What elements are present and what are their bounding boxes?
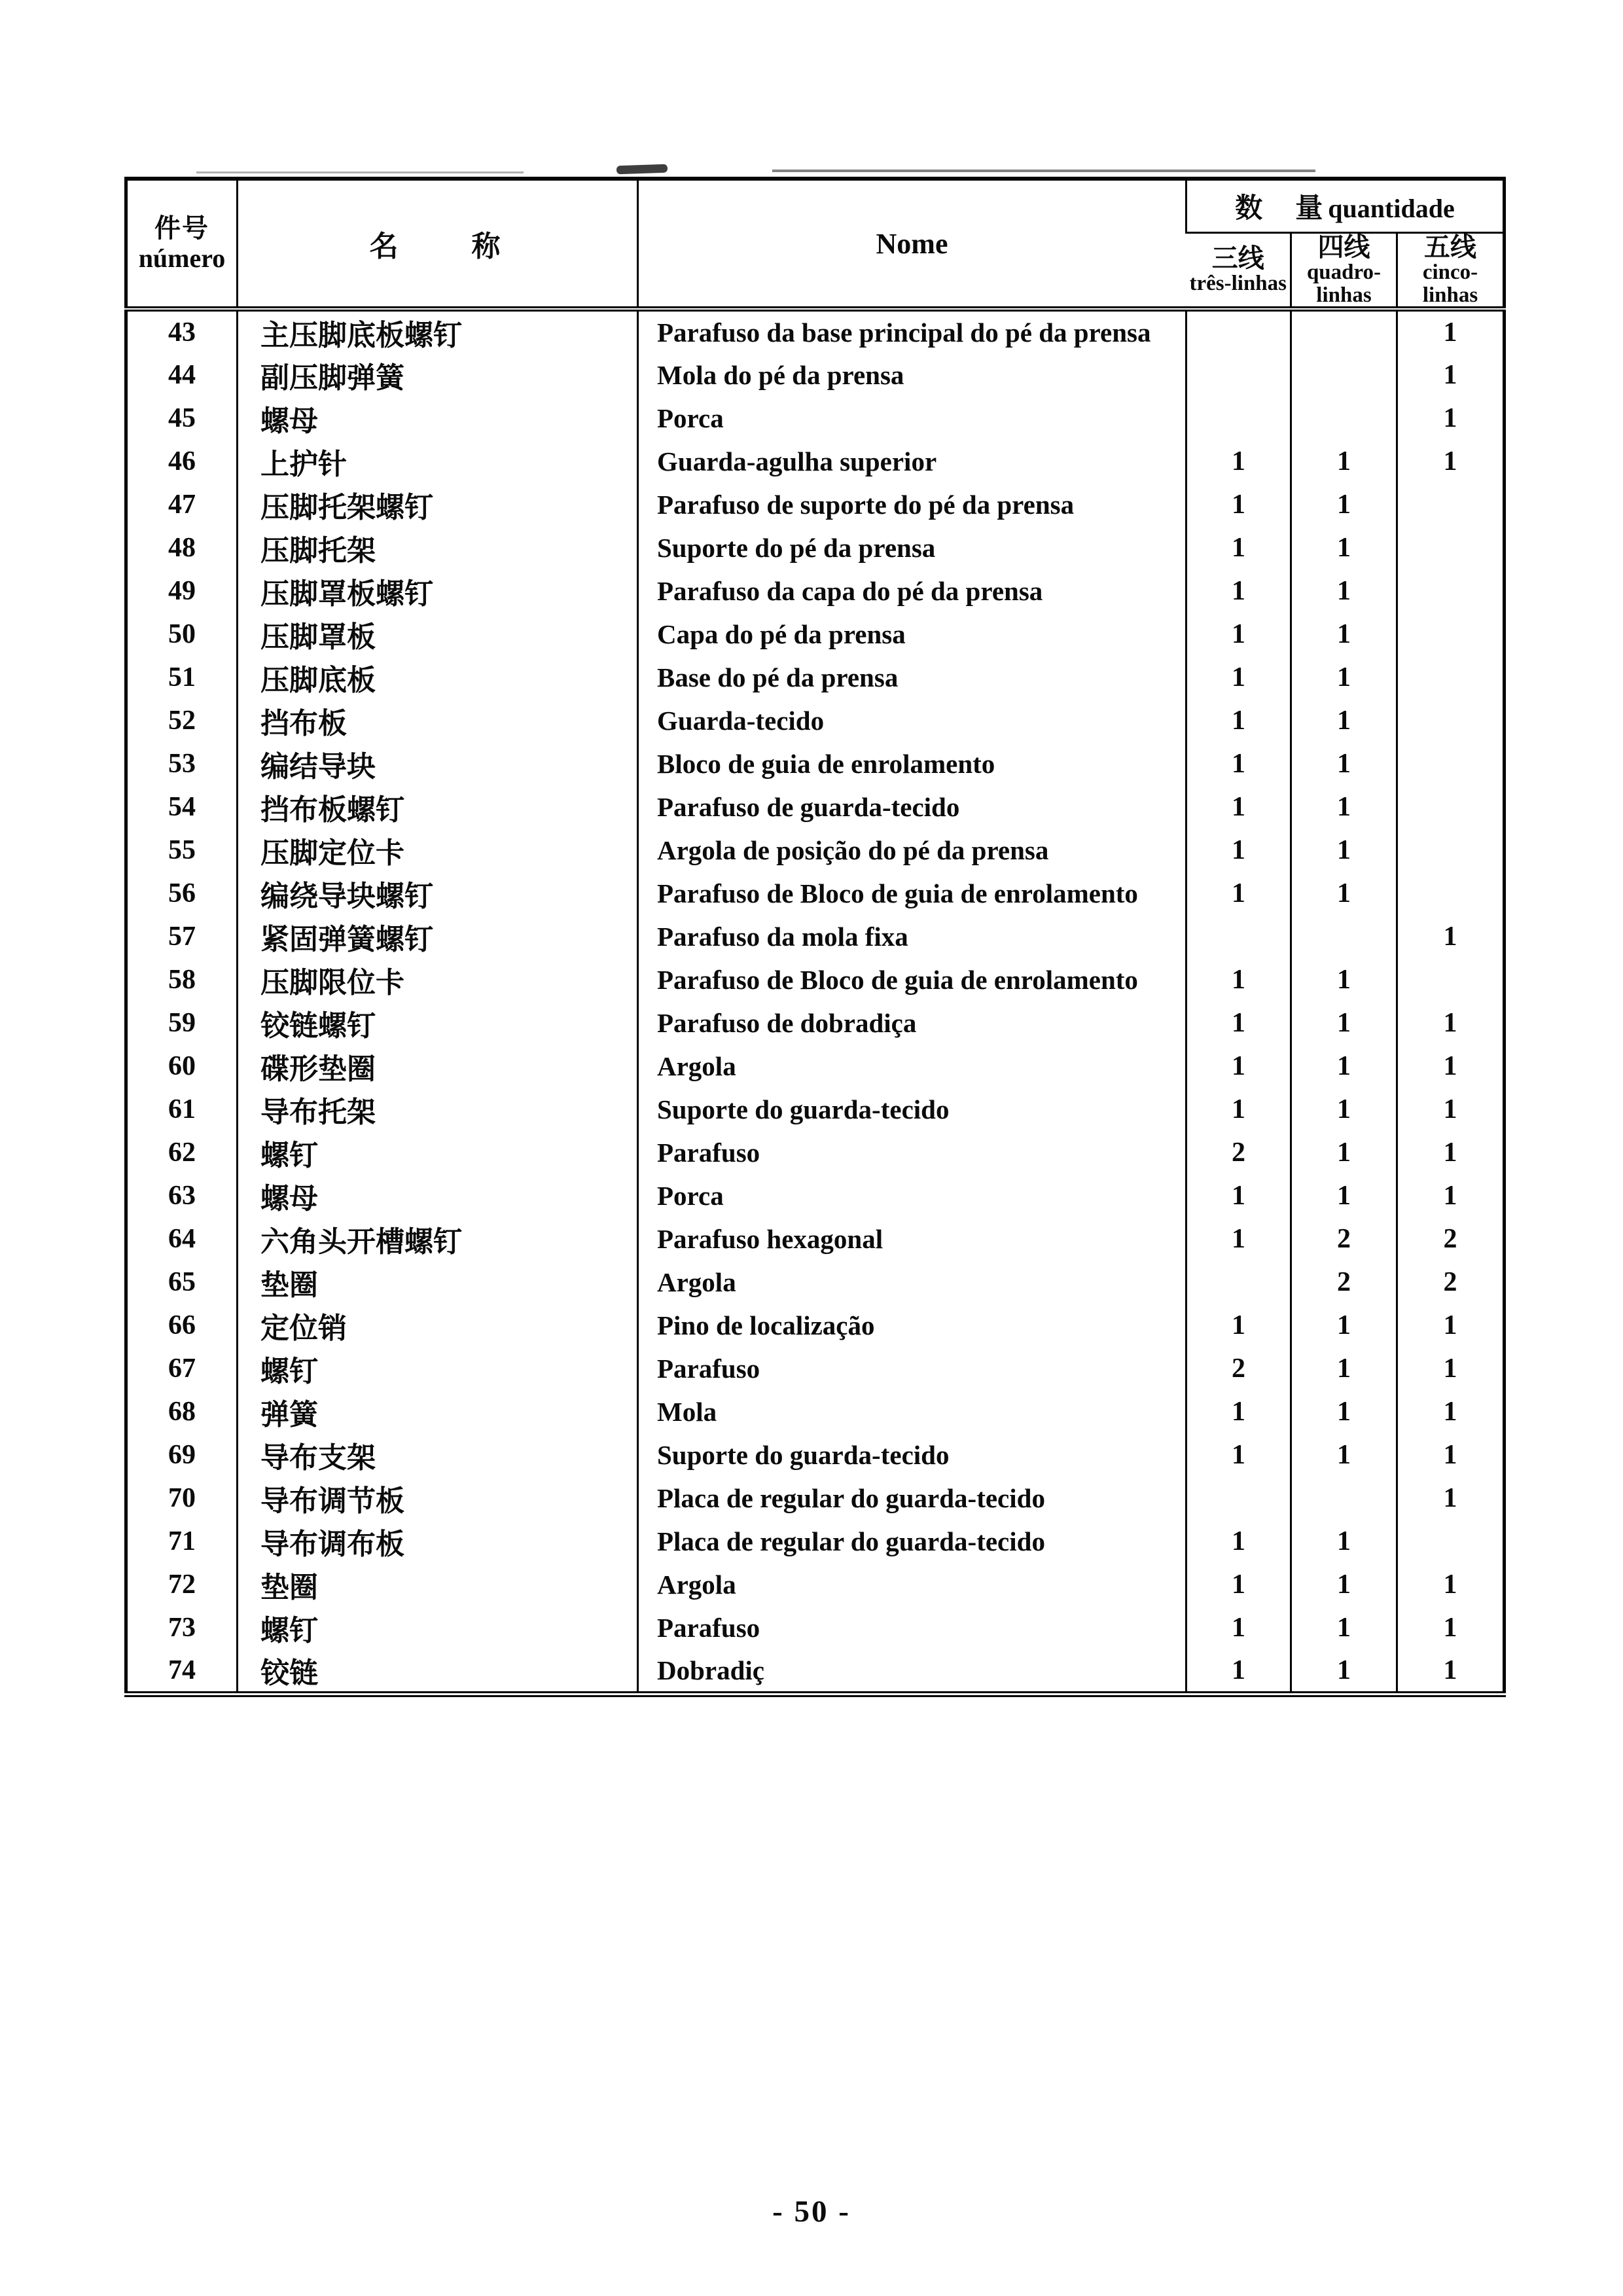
part-name-zh-cell: 导布托架 <box>238 1088 638 1131</box>
qty-cinco-cell: 1 <box>1397 309 1505 353</box>
part-number-cell: 46 <box>168 446 196 477</box>
qty-cinco-cell: 2 <box>1397 1217 1505 1261</box>
table-row <box>126 1088 1505 1131</box>
qty-cinco-cell: 1 <box>1397 1174 1505 1217</box>
qty-cinco-cell: 1 <box>1397 1001 1505 1045</box>
qty-tres-cell: 1 <box>1186 1520 1291 1563</box>
qty-tres-cell: 1 <box>1186 1001 1291 1045</box>
qty-tres-cell: 1 <box>1186 699 1291 742</box>
table-row <box>126 1174 1505 1217</box>
table-row <box>126 1563 1505 1606</box>
qty-quadro-cell: 1 <box>1291 699 1397 742</box>
qty-tres-cell <box>1186 1477 1291 1520</box>
qty-cinco-cell <box>1397 699 1505 742</box>
header-cinco-linhas <box>1397 233 1505 310</box>
table-row <box>126 309 1505 353</box>
table-row <box>126 656 1505 699</box>
qty-tres-cell: 1 <box>1186 1390 1291 1433</box>
part-name-zh-cell: 压脚罩板 <box>238 613 638 656</box>
part-number-cell: 72 <box>168 1570 196 1600</box>
table-row <box>126 1261 1505 1304</box>
qty-tres-cell: 1 <box>1186 829 1291 872</box>
table-row <box>126 1001 1505 1045</box>
part-nome-cell: Placa de regular do guarda-tecido <box>638 1477 1186 1520</box>
header-cinco-pt: cinco-linhas <box>1422 260 1478 307</box>
part-nome-cell: Suporte do pé da prensa <box>638 526 1186 569</box>
part-name-zh-cell: 螺母 <box>238 1174 638 1217</box>
qty-tres-cell: 2 <box>1186 1131 1291 1174</box>
qty-quadro-cell: 1 <box>1291 958 1397 1001</box>
qty-cinco-cell <box>1397 785 1505 829</box>
part-nome-cell: Pino de localização <box>638 1304 1186 1347</box>
qty-cinco-cell <box>1397 829 1505 872</box>
table-row <box>126 613 1505 656</box>
qty-cinco-cell: 1 <box>1397 1563 1505 1606</box>
table-row <box>126 1304 1505 1347</box>
qty-tres-cell: 1 <box>1186 440 1291 483</box>
part-number-cell: 62 <box>168 1138 196 1168</box>
part-nome-cell: Porca <box>638 397 1186 440</box>
part-number-cell: 63 <box>168 1181 196 1211</box>
header-quadro-zh: 四线 <box>1317 232 1370 262</box>
part-name-zh-cell: 导布调节板 <box>238 1477 638 1520</box>
qty-quadro-cell: 1 <box>1291 1174 1397 1217</box>
part-nome-cell: Suporte do guarda-tecido <box>638 1433 1186 1477</box>
part-number-cell: 48 <box>168 533 196 564</box>
part-name-zh-cell: 压脚罩板螺钉 <box>238 569 638 613</box>
part-nome-cell: Bloco de guia de enrolamento <box>638 742 1186 785</box>
header-numero-pt: número <box>138 243 226 274</box>
qty-quadro-cell: 1 <box>1291 1088 1397 1131</box>
qty-cinco-cell: 1 <box>1397 1649 1505 1695</box>
qty-quadro-cell: 1 <box>1291 1390 1397 1433</box>
table-row <box>126 1649 1505 1695</box>
part-number-cell: 45 <box>168 403 196 434</box>
qty-tres-cell: 1 <box>1186 958 1291 1001</box>
part-number-cell: 71 <box>168 1526 196 1557</box>
qty-tres-cell: 1 <box>1186 872 1291 915</box>
part-nome-cell: Capa do pé da prensa <box>638 613 1186 656</box>
qty-cinco-cell: 1 <box>1397 1131 1505 1174</box>
part-nome-cell: Guarda-agulha superior <box>638 440 1186 483</box>
part-name-zh-cell: 挡布板螺钉 <box>238 785 638 829</box>
qty-quadro-cell: 1 <box>1291 483 1397 526</box>
part-name-zh-cell: 压脚托架 <box>238 526 638 569</box>
part-number-cell: 69 <box>168 1440 196 1471</box>
header-nome <box>638 179 1186 309</box>
part-number-cell: 43 <box>168 317 196 348</box>
part-number-cell: 57 <box>168 922 196 952</box>
part-nome-cell: Placa de regular do guarda-tecido <box>638 1520 1186 1563</box>
part-nome-cell: Dobradiç <box>638 1649 1186 1695</box>
part-name-zh-cell: 弹簧 <box>238 1390 638 1433</box>
qty-quadro-cell: 1 <box>1291 1001 1397 1045</box>
table-row <box>126 1520 1505 1563</box>
part-name-zh-cell: 上护针 <box>238 440 638 483</box>
part-name-zh-cell: 铰链螺钉 <box>238 1001 638 1045</box>
part-name-zh-cell: 螺母 <box>238 397 638 440</box>
part-name-zh-cell: 垫圈 <box>238 1261 638 1304</box>
qty-tres-cell: 1 <box>1186 613 1291 656</box>
qty-tres-cell: 1 <box>1186 742 1291 785</box>
qty-cinco-cell: 1 <box>1397 1304 1505 1347</box>
part-number-cell: 61 <box>168 1094 196 1125</box>
part-nome-cell: Parafuso da mola fixa <box>638 915 1186 958</box>
part-nome-cell: Parafuso de guarda-tecido <box>638 785 1186 829</box>
part-number-cell: 55 <box>168 835 196 866</box>
qty-quadro-cell <box>1291 1477 1397 1520</box>
qty-tres-cell: 1 <box>1186 656 1291 699</box>
qty-cinco-cell: 1 <box>1397 1477 1505 1520</box>
part-name-zh-cell: 垫圈 <box>238 1563 638 1606</box>
part-name-zh-cell: 六角头开槽螺钉 <box>238 1217 638 1261</box>
qty-cinco-cell: 1 <box>1397 1606 1505 1649</box>
qty-tres-cell <box>1186 1261 1291 1304</box>
qty-tres-cell <box>1186 309 1291 353</box>
qty-quadro-cell <box>1291 309 1397 353</box>
part-nome-cell: Suporte do guarda-tecido <box>638 1088 1186 1131</box>
qty-quadro-cell: 1 <box>1291 1606 1397 1649</box>
part-name-zh-cell: 编绕导块螺钉 <box>238 872 638 915</box>
qty-quadro-cell: 1 <box>1291 1347 1397 1390</box>
qty-cinco-cell: 1 <box>1397 1045 1505 1088</box>
qty-tres-cell: 1 <box>1186 1217 1291 1261</box>
qty-quadro-cell: 1 <box>1291 1520 1397 1563</box>
header-numero-zh: 件号 <box>154 213 209 243</box>
table-row <box>126 872 1505 915</box>
qty-tres-cell <box>1186 397 1291 440</box>
qty-quadro-cell: 1 <box>1291 613 1397 656</box>
part-nome-cell: Parafuso da base principal do pé da prensa <box>638 309 1186 353</box>
part-number-cell: 51 <box>168 662 196 693</box>
qty-quadro-cell <box>1291 353 1397 397</box>
part-name-zh-cell: 挡布板 <box>238 699 638 742</box>
table-row <box>126 1217 1505 1261</box>
part-nome-cell: Argola <box>638 1563 1186 1606</box>
qty-quadro-cell: 1 <box>1291 1649 1397 1695</box>
part-number-cell: 44 <box>168 360 196 391</box>
part-name-zh-cell: 主压脚底板螺钉 <box>238 309 638 353</box>
part-number-cell: 65 <box>168 1267 196 1298</box>
table-row <box>126 1045 1505 1088</box>
part-name-zh-cell: 定位销 <box>238 1304 638 1347</box>
qty-quadro-cell: 1 <box>1291 872 1397 915</box>
part-name-zh-cell: 紧固弹簧螺钉 <box>238 915 638 958</box>
page-number: - 50 - <box>772 2195 851 2229</box>
part-number-cell: 49 <box>168 576 196 607</box>
qty-quadro-cell: 1 <box>1291 526 1397 569</box>
qty-quadro-cell: 1 <box>1291 1433 1397 1477</box>
qty-quadro-cell: 1 <box>1291 1131 1397 1174</box>
qty-tres-cell: 1 <box>1186 526 1291 569</box>
header-name-zh <box>238 179 638 309</box>
qty-tres-cell <box>1186 353 1291 397</box>
table-row <box>126 699 1505 742</box>
part-name-zh-cell: 副压脚弹簧 <box>238 353 638 397</box>
qty-tres-cell: 1 <box>1186 1563 1291 1606</box>
qty-cinco-cell: 1 <box>1397 397 1505 440</box>
qty-tres-cell: 1 <box>1186 1045 1291 1088</box>
qty-cinco-cell: 2 <box>1397 1261 1505 1304</box>
header-tres-linhas <box>1186 233 1291 310</box>
qty-quadro-cell: 1 <box>1291 1304 1397 1347</box>
table-row <box>126 353 1505 397</box>
qty-tres-cell: 1 <box>1186 1649 1291 1695</box>
table-row <box>126 1131 1505 1174</box>
qty-cinco-cell <box>1397 1520 1505 1563</box>
part-name-zh-cell: 压脚定位卡 <box>238 829 638 872</box>
table-row <box>126 1390 1505 1433</box>
qty-tres-cell: 2 <box>1186 1347 1291 1390</box>
table-row <box>126 569 1505 613</box>
qty-cinco-cell <box>1397 742 1505 785</box>
qty-tres-cell: 1 <box>1186 1433 1291 1477</box>
table-row <box>126 958 1505 1001</box>
part-nome-cell: Argola de posição do pé da prensa <box>638 829 1186 872</box>
part-name-zh-cell: 导布调布板 <box>238 1520 638 1563</box>
part-name-zh-cell: 铰链 <box>238 1649 638 1695</box>
qty-quadro-cell: 2 <box>1291 1217 1397 1261</box>
header-quantidade-zh: 数 量 <box>1235 194 1326 224</box>
table-body <box>126 309 1505 1695</box>
qty-cinco-cell <box>1397 483 1505 526</box>
qty-tres-cell: 1 <box>1186 1088 1291 1131</box>
table-row <box>126 1433 1505 1477</box>
part-number-cell: 56 <box>168 878 196 909</box>
part-nome-cell: Parafuso de dobradiça <box>638 1001 1186 1045</box>
qty-quadro-cell: 1 <box>1291 569 1397 613</box>
qty-tres-cell: 1 <box>1186 483 1291 526</box>
table-row <box>126 483 1505 526</box>
part-number-cell: 52 <box>168 706 196 736</box>
qty-quadro-cell: 1 <box>1291 656 1397 699</box>
part-nome-cell: Argola <box>638 1045 1186 1088</box>
part-nome-cell: Mola do pé da prensa <box>638 353 1186 397</box>
part-nome-cell: Guarda-tecido <box>638 699 1186 742</box>
qty-cinco-cell <box>1397 958 1505 1001</box>
qty-tres-cell <box>1186 915 1291 958</box>
scan-artifact <box>196 171 524 173</box>
part-number-cell: 66 <box>168 1310 196 1341</box>
part-number-cell: 68 <box>168 1397 196 1427</box>
part-number-cell: 64 <box>168 1224 196 1255</box>
qty-cinco-cell <box>1397 872 1505 915</box>
header-name-zh-label: 名 称 <box>369 230 506 263</box>
qty-quadro-cell <box>1291 915 1397 958</box>
qty-tres-cell: 1 <box>1186 1606 1291 1649</box>
part-nome-cell: Parafuso de suporte do pé da prensa <box>638 483 1186 526</box>
part-name-zh-cell: 螺钉 <box>238 1347 638 1390</box>
header-quadro-pt: quadro-linhas <box>1306 260 1382 307</box>
part-nome-cell: Mola <box>638 1390 1186 1433</box>
qty-quadro-cell: 1 <box>1291 742 1397 785</box>
part-number-cell: 73 <box>168 1613 196 1643</box>
table-row <box>126 440 1505 483</box>
qty-cinco-cell <box>1397 569 1505 613</box>
scan-artifact <box>772 170 1315 172</box>
qty-cinco-cell: 1 <box>1397 440 1505 483</box>
part-nome-cell: Parafuso hexagonal <box>638 1217 1186 1261</box>
table-row <box>126 1347 1505 1390</box>
header-tres-pt: três-linhas <box>1189 272 1287 296</box>
part-nome-cell: Parafuso <box>638 1131 1186 1174</box>
part-nome-cell: Parafuso <box>638 1347 1186 1390</box>
qty-cinco-cell: 1 <box>1397 1433 1505 1477</box>
table-row <box>126 742 1505 785</box>
qty-quadro-cell: 1 <box>1291 1563 1397 1606</box>
part-name-zh-cell: 编结导块 <box>238 742 638 785</box>
header-tres-zh: 三线 <box>1211 243 1264 274</box>
part-nome-cell: Parafuso de Bloco de guia de enrolamento <box>638 958 1186 1001</box>
part-number-cell: 74 <box>168 1655 196 1686</box>
table-row <box>126 829 1505 872</box>
qty-quadro-cell: 2 <box>1291 1261 1397 1304</box>
table-header <box>126 179 1505 309</box>
scan-artifact <box>616 164 668 175</box>
part-number-cell: 70 <box>168 1483 196 1514</box>
part-number-cell: 53 <box>168 749 196 780</box>
qty-tres-cell: 1 <box>1186 569 1291 613</box>
qty-cinco-cell <box>1397 526 1505 569</box>
qty-quadro-cell: 1 <box>1291 829 1397 872</box>
part-number-cell: 58 <box>168 965 196 996</box>
qty-quadro-cell: 1 <box>1291 785 1397 829</box>
qty-tres-cell: 1 <box>1186 1304 1291 1347</box>
part-name-zh-cell: 碟形垫圈 <box>238 1045 638 1088</box>
part-name-zh-cell: 压脚托架螺钉 <box>238 483 638 526</box>
part-nome-cell: Parafuso <box>638 1606 1186 1649</box>
part-number-cell: 54 <box>168 792 196 823</box>
table-row <box>126 526 1505 569</box>
table-row <box>126 397 1505 440</box>
qty-cinco-cell: 1 <box>1397 353 1505 397</box>
header-quadro-linhas <box>1291 233 1397 310</box>
part-nome-cell: Porca <box>638 1174 1186 1217</box>
header-numero <box>126 179 238 309</box>
qty-tres-cell: 1 <box>1186 785 1291 829</box>
qty-cinco-cell <box>1397 656 1505 699</box>
part-name-zh-cell: 螺钉 <box>238 1606 638 1649</box>
qty-cinco-cell: 1 <box>1397 1390 1505 1433</box>
header-quantidade-pt: quantidade <box>1328 194 1455 223</box>
qty-cinco-cell: 1 <box>1397 915 1505 958</box>
part-number-cell: 60 <box>168 1051 196 1082</box>
part-nome-cell: Base do pé da prensa <box>638 656 1186 699</box>
part-name-zh-cell: 压脚限位卡 <box>238 958 638 1001</box>
part-nome-cell: Argola <box>638 1261 1186 1304</box>
part-name-zh-cell: 压脚底板 <box>238 656 638 699</box>
part-nome-cell: Parafuso da capa do pé da prensa <box>638 569 1186 613</box>
qty-cinco-cell: 1 <box>1397 1347 1505 1390</box>
qty-quadro-cell: 1 <box>1291 1045 1397 1088</box>
part-number-cell: 67 <box>168 1354 196 1384</box>
part-name-zh-cell: 导布支架 <box>238 1433 638 1477</box>
part-nome-cell: Parafuso de Bloco de guia de enrolamento <box>638 872 1186 915</box>
part-number-cell: 50 <box>168 619 196 650</box>
part-number-cell: 47 <box>168 490 196 520</box>
qty-quadro-cell <box>1291 397 1397 440</box>
qty-tres-cell: 1 <box>1186 1174 1291 1217</box>
part-name-zh-cell: 螺钉 <box>238 1131 638 1174</box>
qty-cinco-cell: 1 <box>1397 1088 1505 1131</box>
qty-quadro-cell: 1 <box>1291 440 1397 483</box>
table-row <box>126 1606 1505 1649</box>
header-quantidade-group <box>1186 179 1505 233</box>
table-row <box>126 785 1505 829</box>
part-number-cell: 59 <box>168 1008 196 1039</box>
header-cinco-zh: 五线 <box>1424 232 1476 262</box>
parts-table <box>124 177 1506 1697</box>
qty-cinco-cell <box>1397 613 1505 656</box>
header-nome-label: Nome <box>876 227 948 260</box>
table-row <box>126 1477 1505 1520</box>
table-row <box>126 915 1505 958</box>
